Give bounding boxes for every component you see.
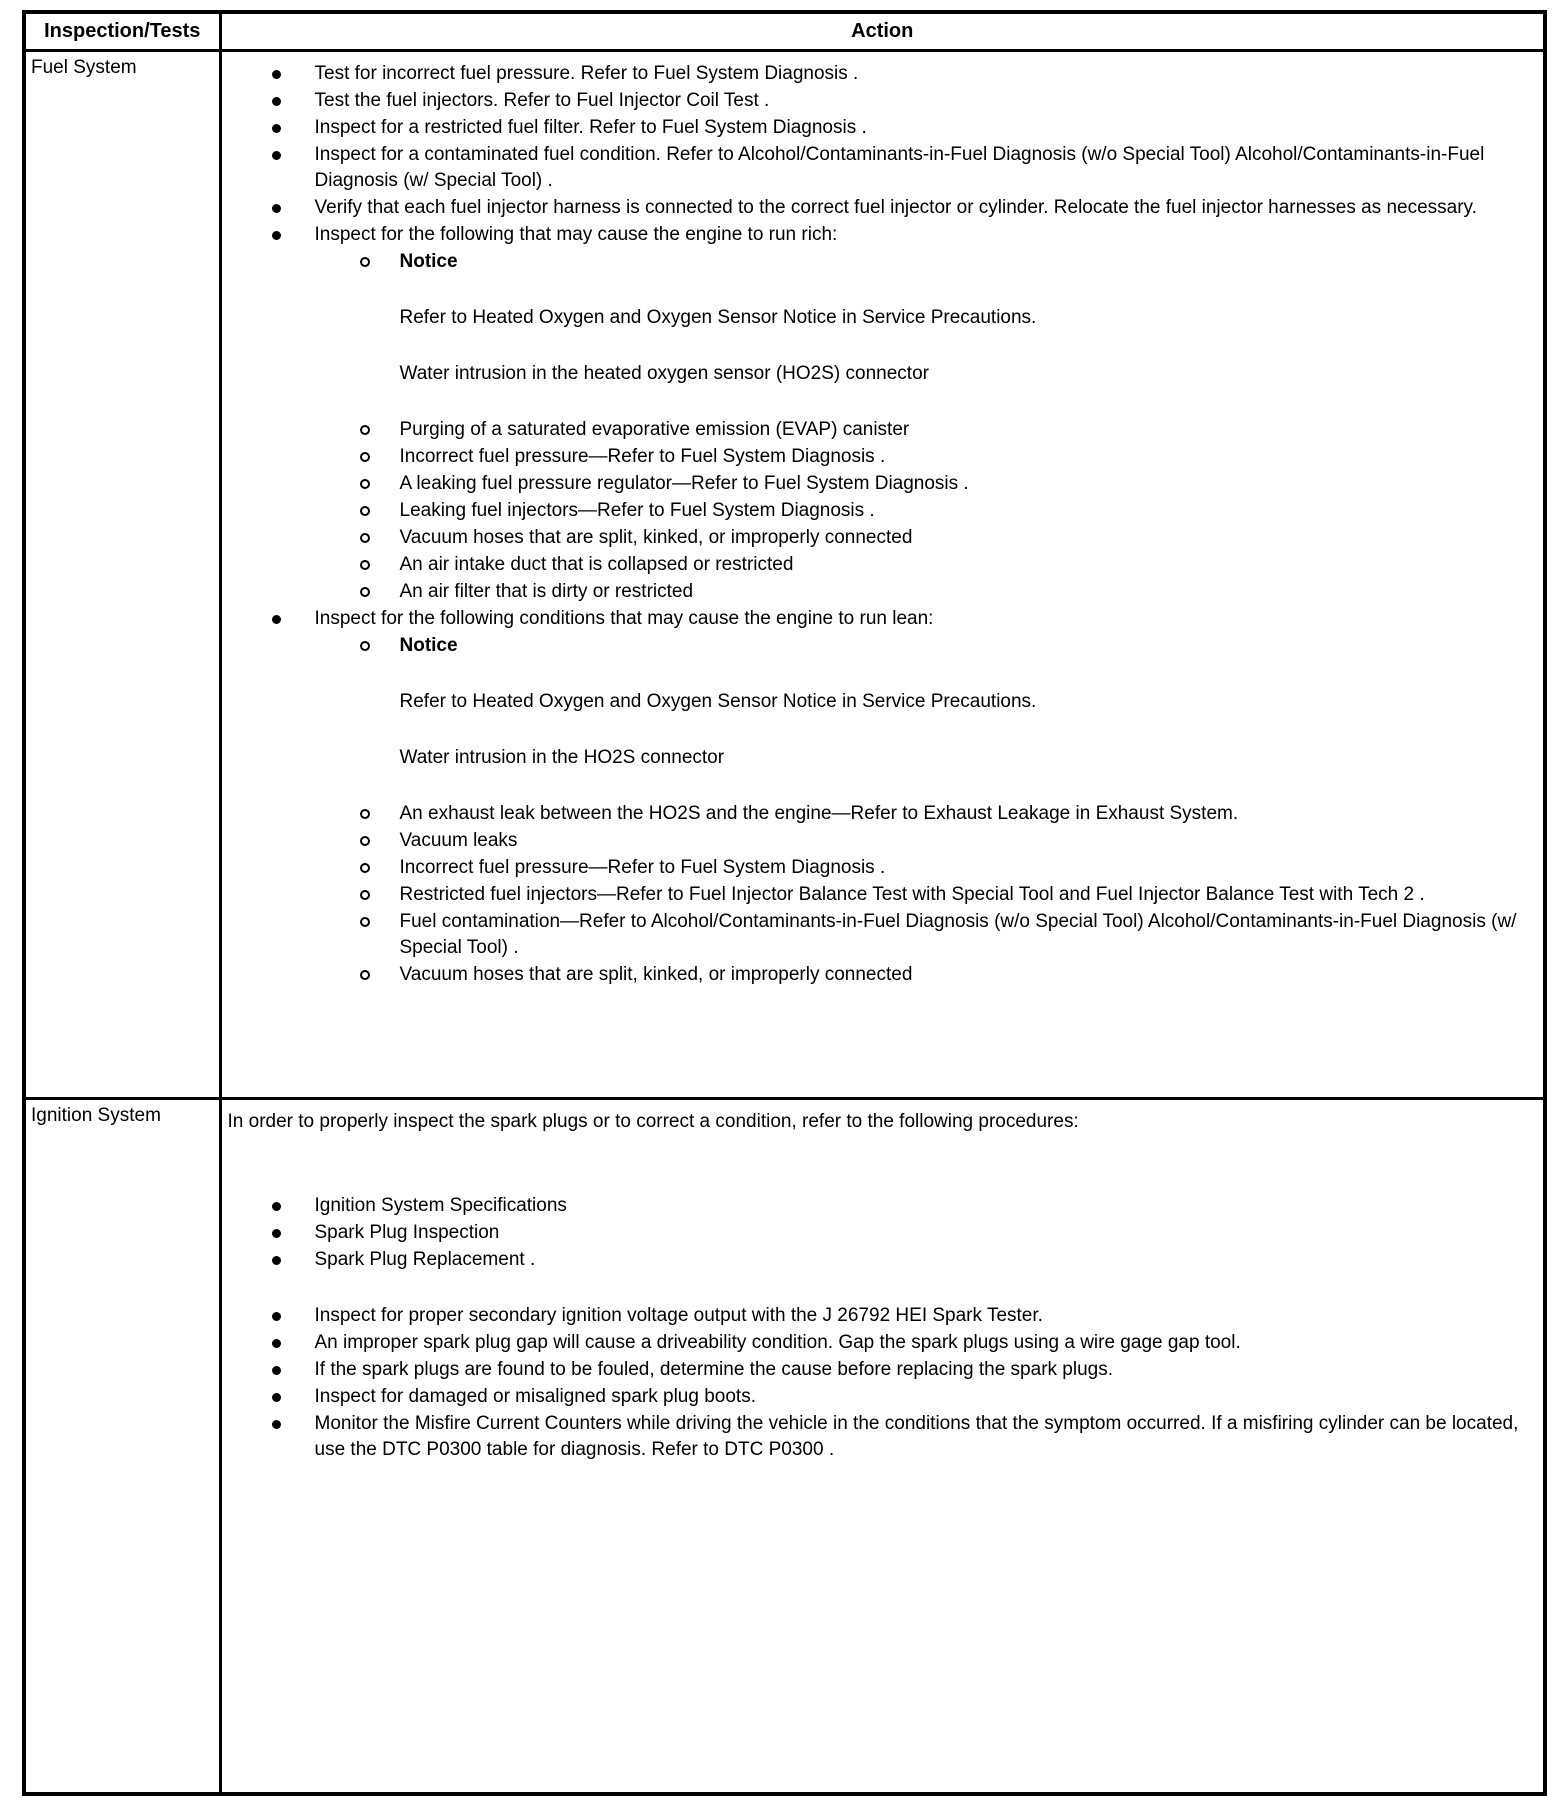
bullet-icon [272, 61, 315, 79]
bullet-icon [272, 1411, 315, 1429]
list-item [228, 801, 1532, 827]
circle-bullet-icon [360, 962, 400, 980]
bullet-icon [272, 606, 315, 624]
list-item [228, 1247, 1532, 1273]
circle-bullet-icon [360, 801, 400, 819]
list-item-text: Test for incorrect fuel pressure. Refer to Fuel System Diagnosis . [314, 62, 859, 84]
circle-bullet-icon [360, 882, 400, 900]
list-item-text: Vacuum leaks [399, 829, 518, 851]
row-label: Fuel System [24, 50, 220, 1098]
list-item [228, 222, 1532, 248]
list-item [228, 1411, 1532, 1463]
list-item [228, 417, 1532, 443]
list-item [228, 88, 1532, 114]
header-inspection-tests: Inspection/Tests [24, 12, 220, 50]
list-item [228, 471, 1532, 497]
circle-bullet-icon [360, 909, 400, 927]
paragraph: Refer to Heated Oxygen and Oxygen Sensor Notice in Service Precautions. [399, 306, 1037, 328]
bullet-icon [272, 88, 315, 106]
list-item [228, 498, 1532, 524]
table-row [24, 50, 1545, 1098]
list-item-text: Inspect for a contaminated fuel condition. Refer to Alcohol/Contaminants-in-Fuel Diagnosis (w/o Special Tool) Alcohol/Contaminants-in-Fuel Diagnosis (w/ Special Tool) . [314, 143, 1485, 191]
circle-bullet-icon [360, 444, 400, 462]
bullet-icon [272, 1247, 315, 1265]
list-item-text: Purging of a saturated evaporative emission (EVAP) canister [399, 418, 910, 440]
bullet-icon [272, 115, 315, 133]
spacer [228, 1274, 1532, 1302]
bullet-icon [272, 222, 315, 240]
list-item-text: A leaking fuel pressure regulator—Refer to Fuel System Diagnosis . [399, 472, 969, 494]
list-item-text: Notice [399, 634, 458, 656]
spacer [228, 1164, 1532, 1192]
list-item [228, 115, 1532, 141]
list-item-text: Ignition System Specifications [314, 1194, 567, 1216]
paragraph: Water intrusion in the HO2S connector [399, 746, 725, 768]
list-item [228, 962, 1532, 988]
diagnostic-table [22, 10, 1547, 1796]
action-cell [220, 50, 1545, 1098]
bullet-icon [272, 1330, 315, 1348]
list-item [228, 1357, 1532, 1383]
paragraph: Water intrusion in the heated oxygen sensor (HO2S) connector [399, 362, 929, 384]
list-item-text: Inspect for damaged or misaligned spark plug boots. [314, 1385, 756, 1407]
list-item-text: Spark Plug Inspection [314, 1221, 500, 1243]
list-item-text: Restricted fuel injectors—Refer to Fuel Injector Balance Test with Special Tool and Fuel Injector Balance Test with Tech 2 . [399, 883, 1425, 905]
list-item-text: Monitor the Misfire Current Counters while driving the vehicle in the conditions that the symptom occurred. If a misfiring cylinder can be located, use the DTC P0300 table for diagnosis. Refer to DTC P0300 . [314, 1412, 1519, 1460]
circle-bullet-icon [360, 498, 400, 516]
circle-bullet-icon [360, 471, 400, 489]
bullet-icon [272, 1303, 315, 1321]
spacer [228, 276, 1532, 304]
header-action: Action [220, 12, 1545, 50]
list-item [228, 195, 1532, 221]
list-item-text: Incorrect fuel pressure—Refer to Fuel System Diagnosis . [399, 856, 886, 878]
list-item [228, 909, 1532, 961]
bullet-icon [272, 1357, 315, 1375]
spacer [228, 772, 1532, 800]
list-item-text: Notice [399, 250, 458, 272]
list-item [228, 525, 1532, 551]
list-item-text: Inspect for the following conditions that may cause the engine to run lean: [314, 607, 934, 629]
list-item [228, 882, 1532, 908]
spacer [228, 1136, 1532, 1164]
circle-bullet-icon [360, 552, 400, 570]
bullet-icon [272, 142, 315, 160]
spacer [228, 388, 1532, 416]
row-label: Ignition System [24, 1098, 220, 1794]
list-item [228, 444, 1532, 470]
list-item [228, 606, 1532, 632]
list-item [228, 1303, 1532, 1329]
list-item [228, 61, 1532, 87]
action-cell [220, 1098, 1545, 1794]
bullet-icon [272, 1220, 315, 1238]
list-item [228, 249, 1532, 275]
list-item [228, 552, 1532, 578]
list-item-text: Inspect for a restricted fuel filter. Refer to Fuel System Diagnosis . [314, 116, 867, 138]
circle-bullet-icon [360, 633, 400, 651]
list-item-text: Leaking fuel injectors—Refer to Fuel System Diagnosis . [399, 499, 875, 521]
list-item [228, 1220, 1532, 1246]
bullet-icon [272, 1384, 315, 1402]
list-item-text: Verify that each fuel injector harness is connected to the correct fuel injector or cylinder. Relocate the fuel injector harnesses as necessary. [314, 196, 1477, 218]
table-body [24, 50, 1545, 1794]
bullet-icon [272, 195, 315, 213]
table-row [24, 1098, 1545, 1794]
circle-bullet-icon [360, 579, 400, 597]
list-item-text: An air intake duct that is collapsed or restricted [399, 553, 794, 575]
circle-bullet-icon [360, 417, 400, 435]
paragraph: Refer to Heated Oxygen and Oxygen Sensor Notice in Service Precautions. [399, 690, 1037, 712]
spacer [228, 716, 1532, 744]
list-item-text: If the spark plugs are found to be fouled, determine the cause before replacing the spark plugs. [314, 1358, 1114, 1380]
list-item-text: Inspect for the following that may cause the engine to run rich: [314, 223, 838, 245]
list-item-text: Incorrect fuel pressure—Refer to Fuel System Diagnosis . [399, 445, 886, 467]
spacer [228, 332, 1532, 360]
list-item [228, 142, 1532, 194]
circle-bullet-icon [360, 855, 400, 873]
list-item-text: Test the fuel injectors. Refer to Fuel Injector Coil Test . [314, 89, 770, 111]
list-item-text: An improper spark plug gap will cause a driveability condition. Gap the spark plugs using a wire gage gap tool. [314, 1331, 1241, 1353]
list-item [228, 1330, 1532, 1356]
list-item-text: Vacuum hoses that are split, kinked, or improperly connected [399, 526, 913, 548]
circle-bullet-icon [360, 828, 400, 846]
list-item-text: Spark Plug Replacement . [314, 1248, 536, 1270]
list-item [228, 828, 1532, 854]
circle-bullet-icon [360, 525, 400, 543]
list-item-text: Vacuum hoses that are split, kinked, or improperly connected [399, 963, 913, 985]
spacer [228, 660, 1532, 688]
table-header-row [24, 12, 1545, 50]
list-item [228, 1384, 1532, 1410]
list-item [228, 579, 1532, 605]
list-item-text: Inspect for proper secondary ignition voltage output with the J 26792 HEI Spark Tester. [314, 1304, 1043, 1326]
list-item [228, 633, 1532, 659]
paragraph: In order to properly inspect the spark plugs or to correct a condition, refer to the following procedures: [227, 1110, 1079, 1132]
list-item-text: Fuel contamination—Refer to Alcohol/Contaminants-in-Fuel Diagnosis (w/o Special Tool) Alcohol/Contaminants-in-Fuel Diagnosis (w/ Special Tool) . [399, 910, 1517, 958]
bullet-icon [272, 1193, 315, 1211]
list-item-text: An air filter that is dirty or restricted [399, 580, 694, 602]
circle-bullet-icon [360, 249, 400, 267]
list-item-text: An exhaust leak between the HO2S and the engine—Refer to Exhaust Leakage in Exhaust System. [399, 802, 1239, 824]
list-item [228, 855, 1532, 881]
list-item [228, 1193, 1532, 1219]
